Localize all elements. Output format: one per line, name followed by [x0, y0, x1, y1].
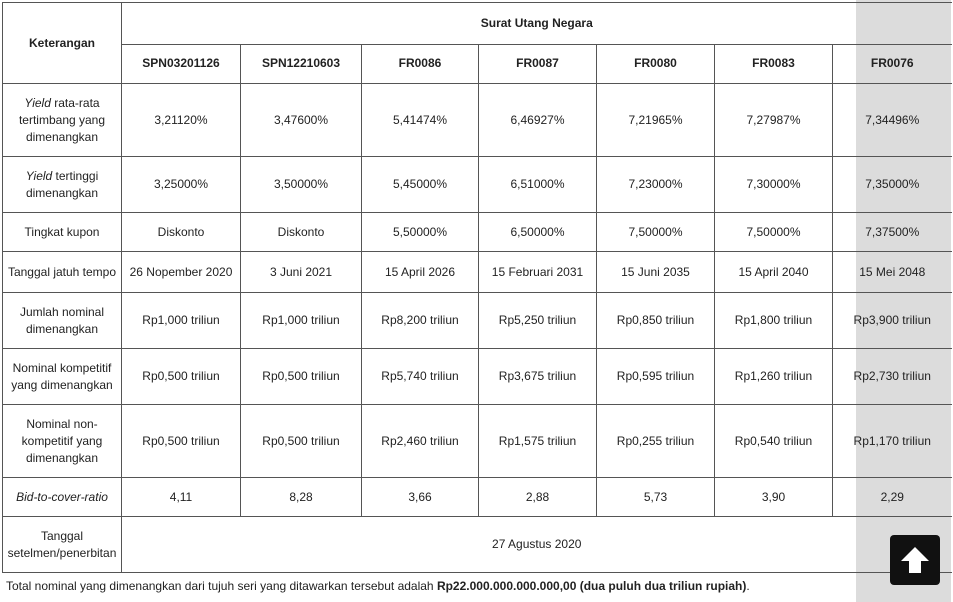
- table-cell: 6,51000%: [479, 157, 597, 213]
- scroll-to-top-button[interactable]: [890, 535, 940, 585]
- row-label-italic: Yield: [24, 95, 51, 110]
- table-cell: 7,27987%: [715, 84, 833, 157]
- table-cell: Rp1,260 triliun: [715, 349, 833, 405]
- table-cell: 7,37500%: [833, 213, 952, 252]
- row-label: Tanggal setelmen/penerbitan: [3, 517, 122, 573]
- series-header: FR0087: [479, 44, 597, 83]
- corner-header: Keterangan: [3, 3, 122, 84]
- row-label: [3, 405, 122, 478]
- table-cell: 15 April 2026: [362, 252, 479, 293]
- table-cell: 7,35000%: [833, 157, 952, 213]
- table-cell: Rp0,500 triliun: [122, 349, 241, 405]
- row-label-text: Tingkat kupon: [24, 224, 100, 239]
- table-cell: 2,29: [833, 478, 952, 517]
- table-cell: Diskonto: [122, 213, 241, 252]
- table-cell: 3,66: [362, 478, 479, 517]
- row-label-text: Nominal kompetitif yang dimenangkan: [11, 360, 113, 392]
- series-header: FR0086: [362, 44, 479, 83]
- table-cell: 7,30000%: [715, 157, 833, 213]
- table-row: [3, 252, 952, 293]
- table-cell: 7,34496%: [833, 84, 952, 157]
- table-cell: 15 Juni 2035: [597, 252, 715, 293]
- table-row: [3, 478, 952, 517]
- table-cell: Rp1,800 triliun: [715, 293, 833, 349]
- table-cell: Rp0,850 triliun: [597, 293, 715, 349]
- table-cell: Rp5,740 triliun: [362, 349, 479, 405]
- table-row: [3, 157, 952, 213]
- table-cell: Rp1,170 triliun: [833, 405, 952, 478]
- table-cell: 6,46927%: [479, 84, 597, 157]
- table-cell: 15 April 2040: [715, 252, 833, 293]
- table-cell: 5,73: [597, 478, 715, 517]
- summary-total-amount: Rp22.000.000.000.000,00 (dua puluh dua triliun rupiah): [436, 579, 747, 593]
- arrow-up-icon: [900, 545, 930, 575]
- series-header: FR0076: [833, 44, 952, 83]
- table-cell: 26 Nopember 2020: [122, 252, 241, 293]
- table-cell: Rp0,255 triliun: [597, 405, 715, 478]
- series-header: SPN12210603: [241, 44, 362, 83]
- row-label: [3, 252, 122, 293]
- table-cell: Rp3,900 triliun: [833, 293, 952, 349]
- row-label: [3, 213, 122, 252]
- table-cell: 3,47600%: [241, 84, 362, 157]
- table-cell: Rp8,200 triliun: [362, 293, 479, 349]
- table-cell: 4,11: [122, 478, 241, 517]
- row-label-text: rata-rata tertimbang yang dimenangkan: [18, 95, 106, 144]
- table-cell: Rp2,730 triliun: [833, 349, 952, 405]
- table-cell: 7,21965%: [597, 84, 715, 157]
- header-row-group: [3, 3, 952, 45]
- row-label: [3, 157, 122, 213]
- table-cell: 3,25000%: [122, 157, 241, 213]
- table-cell: Rp3,675 triliun: [479, 349, 597, 405]
- table-cell: Rp1,575 triliun: [479, 405, 597, 478]
- row-label-italic: Yield: [25, 168, 53, 183]
- row-label: [3, 84, 122, 157]
- table-cell: 7,50000%: [597, 213, 715, 252]
- table-cell: Rp1,000 triliun: [122, 293, 241, 349]
- table-cell: Rp0,540 triliun: [715, 405, 833, 478]
- table-cell: Rp5,250 triliun: [479, 293, 597, 349]
- table-cell: 7,23000%: [597, 157, 715, 213]
- table-cell: 15 Februari 2031: [479, 252, 597, 293]
- row-label-italic: Bid-to-cover-ratio: [16, 489, 108, 504]
- table-cell: 7,50000%: [715, 213, 833, 252]
- table-cell: 5,41474%: [362, 84, 479, 157]
- table-cell: 2,88: [479, 478, 597, 517]
- row-label: [3, 293, 122, 349]
- table-row: [3, 349, 952, 405]
- table-cell: 3,21120%: [122, 84, 241, 157]
- table-cell: 8,28: [241, 478, 362, 517]
- summary-text-prefix: Total nominal yang dimenangkan dari tujuh seri yang ditawarkan tersebut adalah: [6, 579, 437, 593]
- series-header: SPN03201126: [122, 44, 241, 83]
- summary-text-suffix: .: [746, 579, 750, 593]
- table-cell: 15 Mei 2048: [833, 252, 952, 293]
- row-label-text: Tanggal jatuh tempo: [7, 264, 117, 279]
- table-row: [3, 213, 952, 252]
- table-cell: 3,90: [715, 478, 833, 517]
- table-cell: 5,50000%: [362, 213, 479, 252]
- table-cell: 5,45000%: [362, 157, 479, 213]
- group-header: Surat Utang Negara: [122, 3, 952, 45]
- row-label: [3, 478, 122, 517]
- row-label: [3, 349, 122, 405]
- table-cell: Rp0,500 triliun: [241, 405, 362, 478]
- row-label-text: tertinggi dimenangkan: [25, 168, 99, 200]
- table-row-settlement: [3, 517, 952, 573]
- total-summary-text: [6, 579, 750, 593]
- table-cell: Rp0,595 triliun: [597, 349, 715, 405]
- table-cell: Rp0,500 triliun: [241, 349, 362, 405]
- row-label-text: Jumlah nominal dimenangkan: [19, 304, 105, 336]
- table-cell: Rp1,000 triliun: [241, 293, 362, 349]
- table-cell: Rp2,460 triliun: [362, 405, 479, 478]
- table-cell: Diskonto: [241, 213, 362, 252]
- auction-results-table: [2, 2, 952, 573]
- header-row-series: [3, 44, 952, 83]
- table-row: [3, 405, 952, 478]
- row-label-text: Nominal non-kompetitif yang dimenangkan: [21, 416, 103, 465]
- settlement-date: 27 Agustus 2020: [122, 517, 952, 573]
- series-header: FR0083: [715, 44, 833, 83]
- series-header: FR0080: [597, 44, 715, 83]
- table-row: [3, 84, 952, 157]
- table-cell: Rp0,500 triliun: [122, 405, 241, 478]
- table-cell: 6,50000%: [479, 213, 597, 252]
- table-cell: 3 Juni 2021: [241, 252, 362, 293]
- table-row: [3, 293, 952, 349]
- table-cell: 3,50000%: [241, 157, 362, 213]
